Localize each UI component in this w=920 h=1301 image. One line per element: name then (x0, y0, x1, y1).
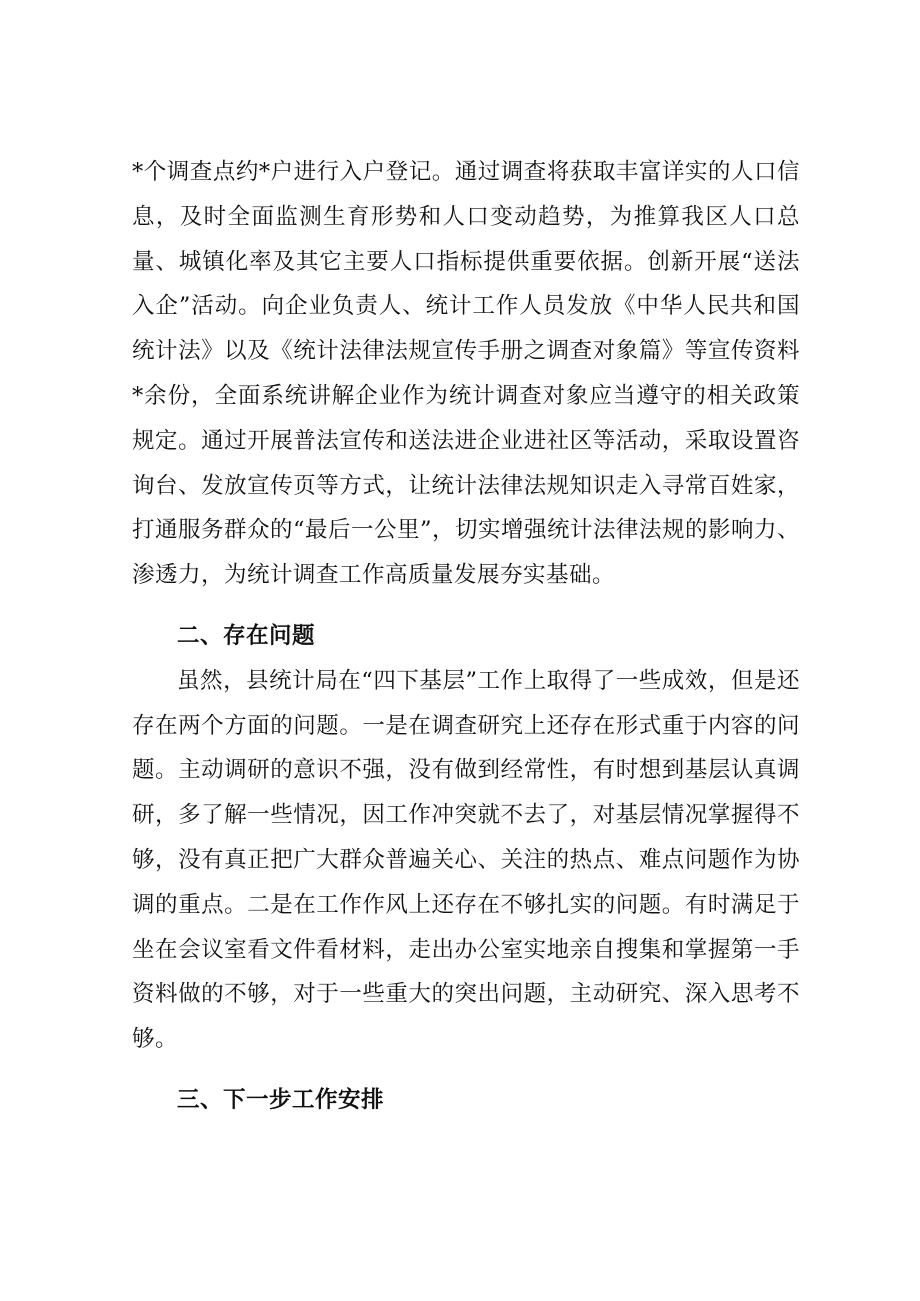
paragraph-work-summary: *个调查点约*户进行入户登记。通过调查将获取丰富详实的人口信息，及时全面监测生育形势和人口变动趋势，为推算我区人口总量、城镇化率及其它主要人口指标提供重要依据。创新开展“送法入企”活动。向企业负责人、统计工作人员发放《中华人民共和国统计法》以及《统计法律法规宣传手册之调查对象篇》等宣传资料*余份，全面系统讲解企业作为统计调查对象应当遵守的相关政策规定。通过开展普法宣传和送法进企业进社区等活动，采取设置咨询台、发放宣传页等方式，让统计法律法规知识走入寻常百姓家，打通服务群众的“最后一公里”，切实增强统计法律法规的影响力、渗透力，为统计调查工作高质量发展夯实基础。 (132, 159, 801, 589)
paragraph-problems: 虽然，县统计局在“四下基层”工作上取得了一些成效，但是还存在两个方面的问题。一是在调查研究上还存在形式重于内容的问题。主动调研的意识不强，没有做到经常性，有时想到基层认真调研，多了解一些情况，因工作冲突就不去了，对基层情况掌握得不够，没有真正把广大群众普遍关心、关注的热点、难点问题作为协调的重点。二是在工作作风上还存在不够扎实的问题。有时满足于坐在会议室看文件看材料，走出办公室实地亲自搜集和掌握第一手资料做的不够，对于一些重大的突出问题，主动研究、深入思考不够。 (132, 667, 800, 1053)
section-heading-problems: 二、存在问题 (177, 622, 316, 649)
section-heading-next-steps: 三、下一步工作安排 (177, 1086, 385, 1113)
document-body (132, 150, 800, 1123)
